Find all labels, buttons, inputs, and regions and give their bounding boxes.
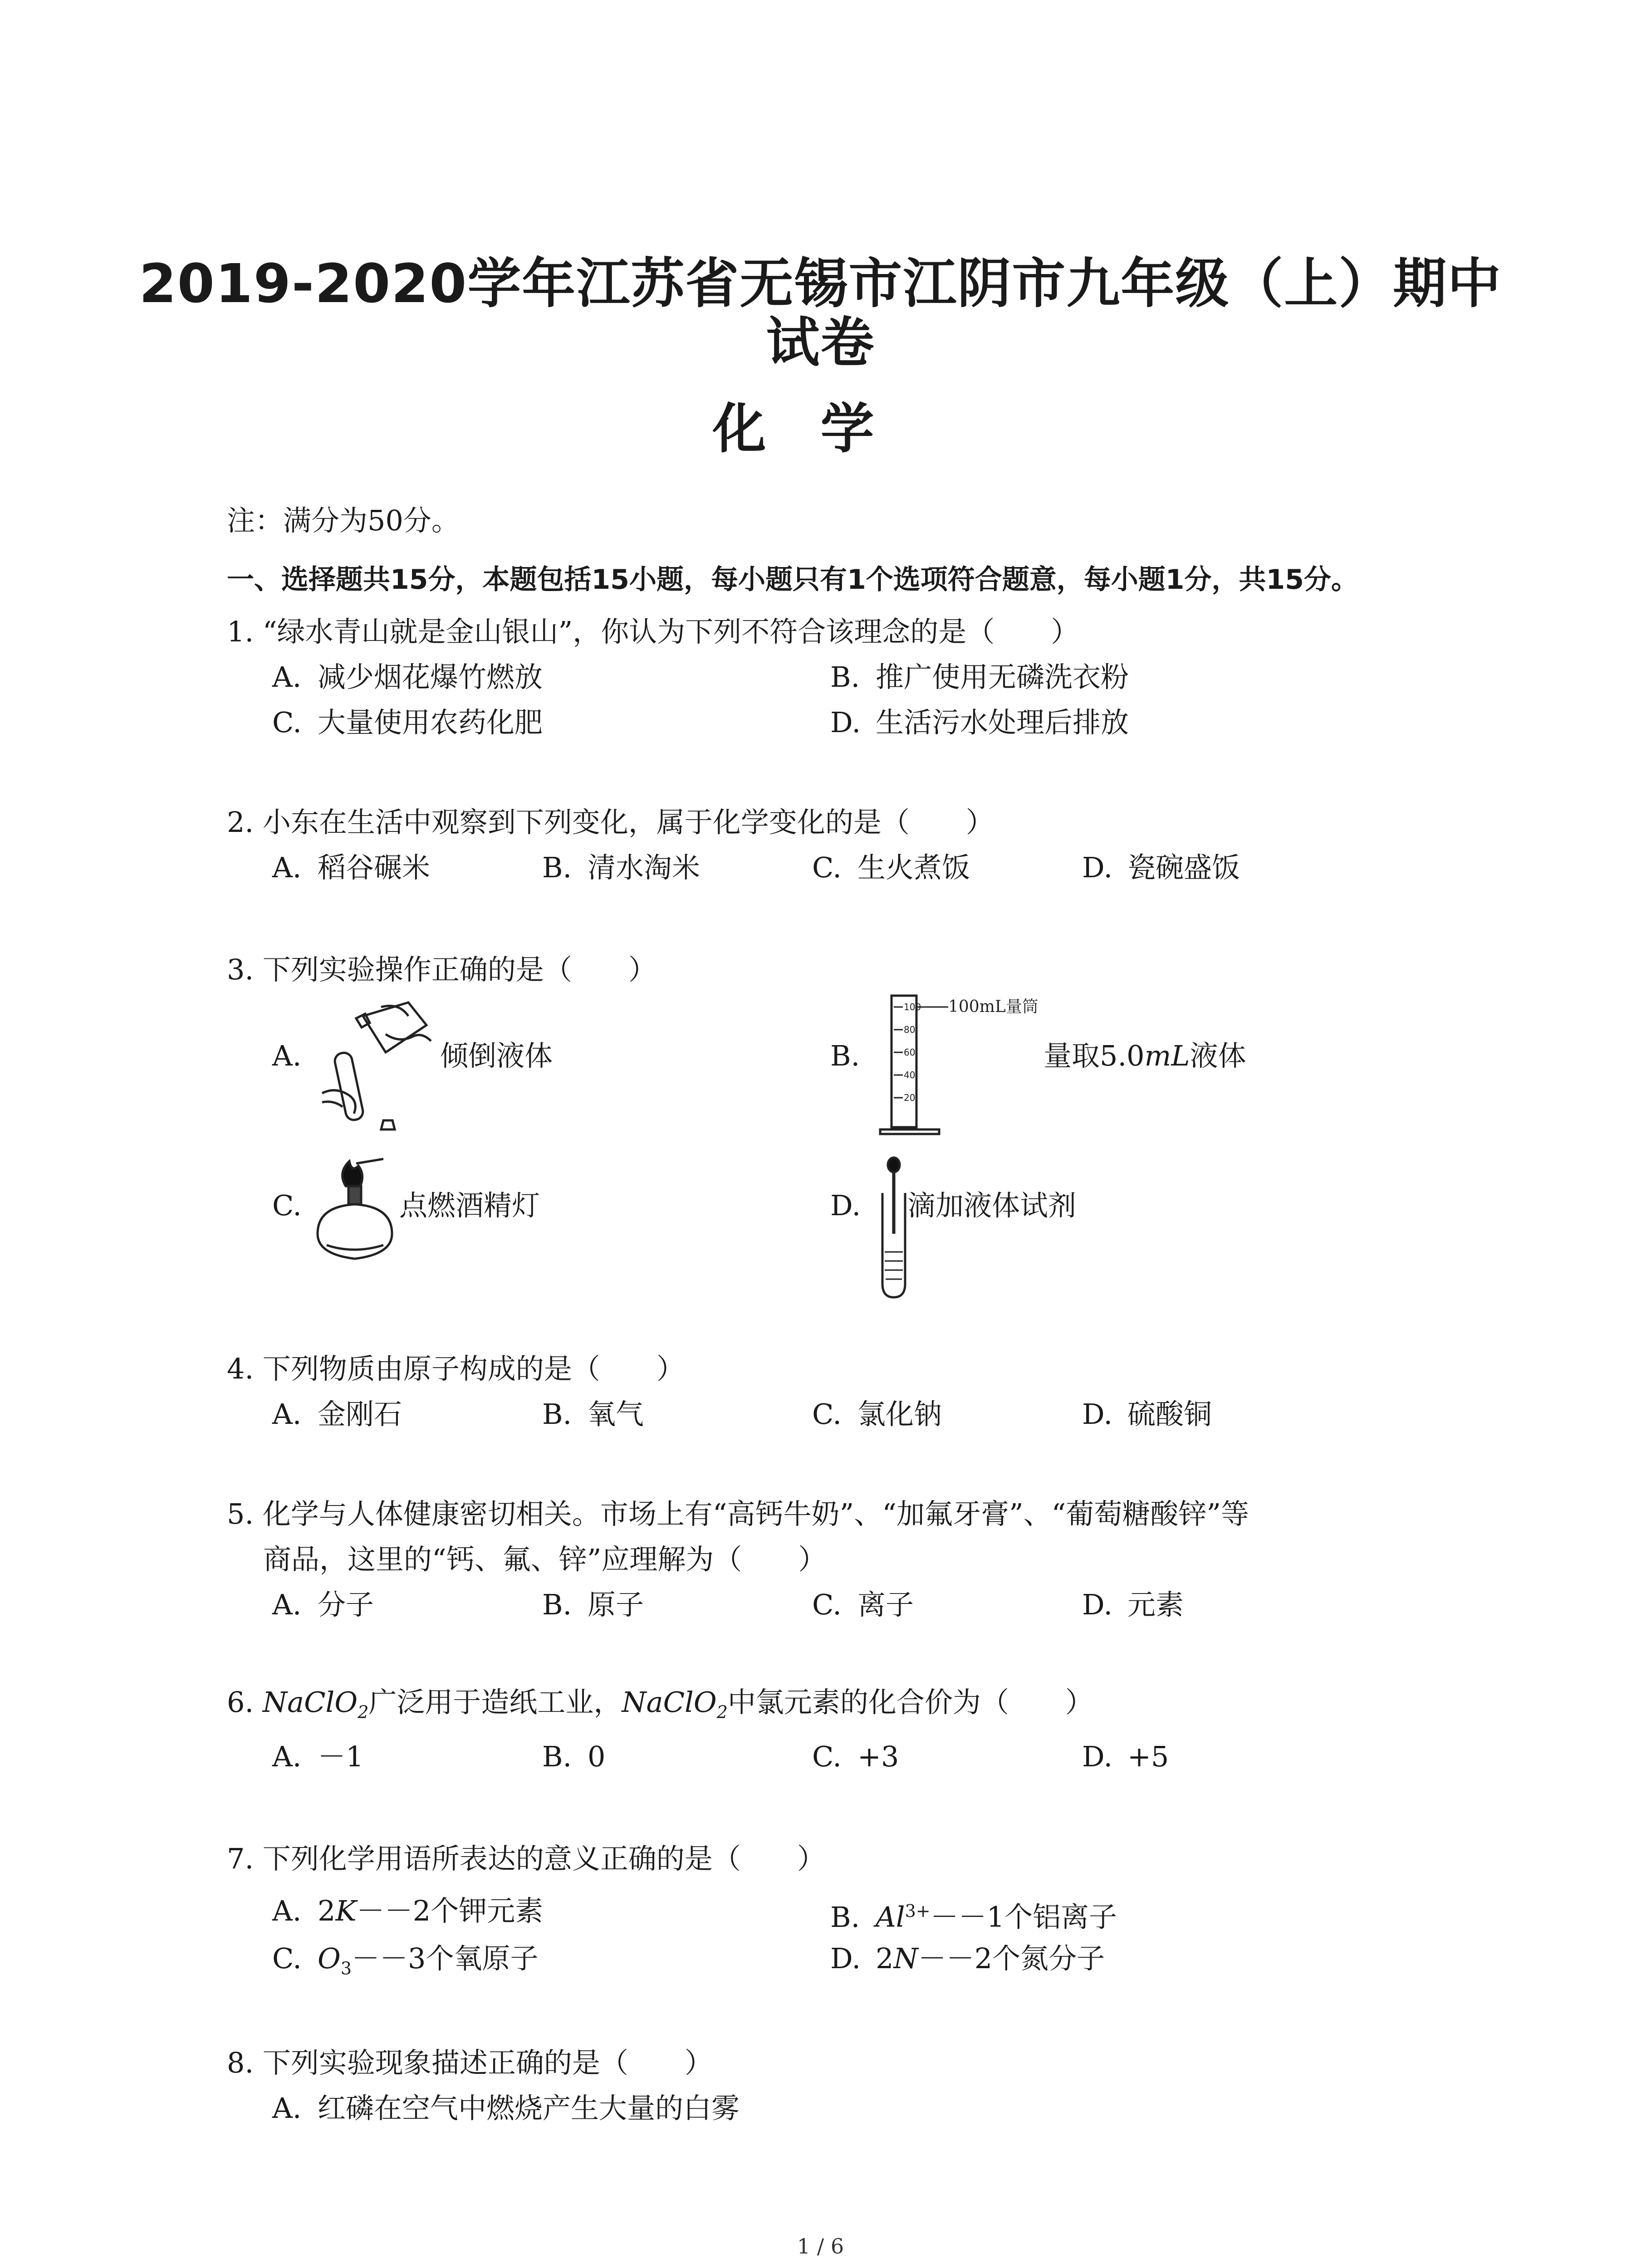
question-4-option-a: A. 金刚石: [272, 1398, 402, 1431]
question-3-option-d-text: 滴加液体试剂: [907, 1189, 1077, 1222]
question-3-option-c-label: C.: [272, 1189, 302, 1222]
question-5-option-d: D. 元素: [1082, 1588, 1184, 1621]
question-6-stem: 6. NaClO$_2$广泛用于造纸工业，NaClO$_2$中氯元素的化合价为（ ）: [227, 1686, 1093, 1722]
question-4-option-b: B. 氧气: [542, 1398, 644, 1431]
question-5-option-a: A. 分子: [272, 1588, 374, 1621]
question-4-stem: 4. 下列物质由原子构成的是（ ）: [227, 1352, 685, 1385]
question-2-stem: 2. 小东在生活中观察到下列变化，属于化学变化的是（ ）: [227, 806, 994, 839]
dropper-test-tube-diagram: [871, 1157, 916, 1302]
page-number: 1 / 6: [797, 2234, 844, 2258]
question-2-option-a: A. 稻谷碾米: [272, 851, 431, 884]
question-5-option-b: B. 原子: [542, 1588, 644, 1621]
question-7-option-b: B. $Al^{3+}--1$个铝离子: [830, 1900, 1117, 1934]
cylinder-tick-100: 100: [904, 1002, 921, 1012]
question-5-option-c: C. 离子: [812, 1588, 914, 1621]
cylinder-caption: 100mL量筒: [948, 997, 1038, 1016]
question-2-option-d: D. 瓷碗盛饭: [1082, 851, 1240, 884]
exam-title-line2: 试卷: [766, 311, 875, 374]
question-3-option-b-text: 量取5.0mL液体: [1043, 1039, 1246, 1072]
question-4-option-c: C. 氯化钠: [812, 1398, 942, 1431]
question-8-option-a: A. 红磷在空气中燃烧产生大量的白雾: [272, 2092, 740, 2125]
question-3-option-a-text: 倾倒液体: [440, 1039, 553, 1072]
question-7-option-c: C. $O_3--3$个氧原子: [272, 1942, 539, 1979]
question-6-option-b: B. 0: [542, 1740, 606, 1773]
question-3-stem: 3. 下列实验操作正确的是（ ）: [227, 953, 656, 986]
question-7-stem: 7. 下列化学用语所表达的意义正确的是（ ）: [227, 1842, 825, 1875]
question-7-option-d: D. 2N－－2个氮分子: [830, 1942, 1105, 1975]
question-7-option-a: A. 2K－－2个钾元素: [272, 1894, 544, 1927]
subject-heading: 化学: [712, 397, 929, 460]
question-1-option-d: D. 生活污水处理后排放: [830, 706, 1129, 739]
question-6-option-a: A. －1: [272, 1740, 364, 1773]
cylinder-tick-20: 20: [904, 1092, 916, 1103]
exam-title-line1: 2019-2020学年江苏省无锡市江阴市九年级（上）期中: [139, 252, 1502, 315]
question-6-option-d: D. +5: [1082, 1740, 1169, 1773]
question-3-option-c-text: 点燃酒精灯: [399, 1189, 540, 1222]
question-2-option-c: C. 生火煮饭: [812, 851, 970, 884]
alcohol-lamp-diagram: [313, 1154, 404, 1268]
cylinder-tick-60: 60: [904, 1047, 916, 1058]
question-5-stem: 5. 化学与人体健康密切相关。市场上有“高钙牛奶”、“加氟牙膏”、“葡萄糖酸锌”等: [227, 1497, 1249, 1530]
question-4-option-d: D. 硫酸铜: [1082, 1398, 1212, 1431]
graduated-cylinder-diagram: [880, 987, 1053, 1141]
score-note: 注：满分为50分。: [227, 504, 460, 537]
question-1-option-b: B. 推广使用无磷洗衣粉: [830, 660, 1129, 694]
question-8-stem: 8. 下列实验现象描述正确的是（ ）: [227, 2046, 713, 2079]
question-1-option-a: A. 减少烟花爆竹燃放: [272, 660, 543, 694]
question-3-option-d-label: D.: [830, 1189, 861, 1222]
question-3-option-a-label: A.: [272, 1039, 302, 1072]
question-3-option-b-label: B.: [830, 1039, 860, 1072]
question-2-option-b: B. 清水淘米: [542, 851, 700, 884]
cylinder-tick-80: 80: [904, 1024, 916, 1035]
question-5-stem-continued: 商品，这里的“钙、氟、锌”应理解为（ ）: [263, 1543, 827, 1576]
question-1-option-c: C. 大量使用农药化肥: [272, 706, 543, 739]
pour-liquid-diagram: [313, 998, 445, 1148]
question-1-stem: 1. “绿水青山就是金山银山”，你认为下列不符合该理念的是（ ）: [227, 615, 1079, 648]
cylinder-tick-40: 40: [904, 1070, 916, 1080]
section-heading: 一、选择题共15分，本题包括15小题，每小题只有1个选项符合题意，每小题1分，共15分。: [227, 564, 1358, 596]
question-6-option-c: C. +3: [812, 1740, 899, 1773]
